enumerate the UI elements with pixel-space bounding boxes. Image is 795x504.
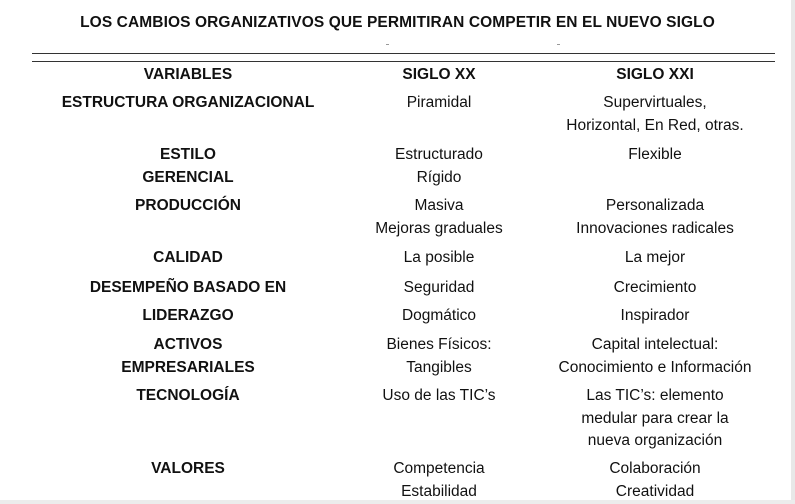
- cell-siglo-xx: [344, 144, 534, 189]
- cell-line: Crecimiento: [613, 279, 697, 296]
- cell-siglo-xx: [344, 385, 534, 408]
- cell-line: DESEMPEÑO BASADO EN: [89, 279, 287, 296]
- cell-siglo-xx: [344, 92, 534, 115]
- cell-line: Horizontal, En Red, otras.: [566, 116, 744, 134]
- cell-line: Seguridad: [403, 279, 475, 296]
- cell-line: Competencia: [393, 460, 485, 477]
- cell-line: Masiva: [414, 197, 464, 214]
- cell-siglo-xxi: [545, 385, 765, 453]
- cell-siglo-xx: [344, 277, 534, 300]
- cell-line: PRODUCCIÓN: [135, 197, 241, 214]
- cell-line: Conocimiento e Información: [558, 358, 752, 376]
- cell-variable: [32, 458, 344, 481]
- cell-variable: [32, 92, 344, 115]
- cell-line: Flexible: [628, 146, 682, 163]
- cell-siglo-xxi: [545, 458, 765, 503]
- cell-siglo-xxi: [545, 247, 765, 270]
- cell-line: Dogmático: [401, 307, 477, 324]
- scan-speck: [386, 44, 389, 45]
- cell-line: La posible: [403, 249, 475, 266]
- cell-line: ESTILO: [160, 146, 216, 163]
- cell-line: Mejoras graduales: [375, 219, 503, 237]
- cell-line: TECNOLOGÍA: [136, 387, 240, 404]
- table-header-rule: [32, 61, 775, 62]
- cell-line: Supervirtuales,: [603, 94, 707, 111]
- cell-variable: [32, 277, 344, 300]
- cell-line: VALORES: [151, 460, 225, 477]
- cell-siglo-xx: [344, 305, 534, 328]
- cell-variable: [32, 195, 344, 218]
- cell-line: Las TIC’s: elemento: [586, 387, 724, 404]
- cell-siglo-xxi: [545, 305, 765, 328]
- cell-siglo-xx: [344, 247, 534, 270]
- cell-variable: [32, 385, 344, 408]
- cell-line: Piramidal: [406, 94, 472, 111]
- cell-line: ACTIVOS: [153, 336, 223, 353]
- scan-artifacts: [0, 44, 795, 50]
- page-title: LOS CAMBIOS ORGANIZATIVOS QUE PERMITIRAN COMPETIR EN EL NUEVO SIGLO: [80, 14, 715, 31]
- cell-line: CALIDAD: [153, 249, 223, 266]
- cell-line: Colaboración: [609, 460, 701, 477]
- header-siglo-xx: SIGLO XX: [402, 66, 476, 83]
- cell-line: Bienes Físicos:: [386, 336, 492, 353]
- cell-line: Innovaciones radicales: [576, 219, 734, 237]
- cell-line: Rígido: [416, 168, 462, 186]
- cell-line: LIDERAZGO: [142, 307, 234, 324]
- cell-siglo-xxi: [545, 277, 765, 300]
- cell-line: Personalizada: [605, 197, 705, 214]
- cell-variable: [32, 305, 344, 328]
- header-variables: VARIABLES: [143, 66, 233, 83]
- cell-siglo-xx: [344, 195, 534, 240]
- cell-siglo-xxi: [545, 195, 765, 240]
- scan-speck: [557, 44, 560, 45]
- cell-line: Creatividad: [615, 482, 695, 500]
- header-siglo-xxi: SIGLO XXI: [616, 66, 694, 83]
- cell-line: nueva organización: [587, 432, 723, 449]
- cell-variable: [32, 144, 344, 189]
- table-top-rule: [32, 53, 775, 54]
- page-edge-bottom: [0, 500, 795, 504]
- cell-line: medular para crear la: [581, 409, 729, 427]
- cell-variable: [32, 247, 344, 270]
- cell-line: Capital intelectual:: [591, 336, 719, 353]
- cell-variable: [32, 334, 344, 379]
- cell-siglo-xxi: [545, 92, 765, 137]
- cell-line: La mejor: [624, 249, 686, 266]
- cell-line: GERENCIAL: [142, 168, 234, 186]
- cell-line: Inspirador: [620, 307, 690, 324]
- cell-line: Uso de las TIC’s: [382, 387, 496, 404]
- cell-siglo-xxi: [545, 334, 765, 379]
- cell-siglo-xx: [344, 334, 534, 379]
- cell-line: Estabilidad: [401, 482, 477, 500]
- cell-line: ESTRUCTURA ORGANIZACIONAL: [61, 94, 315, 111]
- cell-line: EMPRESARIALES: [121, 358, 255, 376]
- cell-siglo-xx: [344, 458, 534, 503]
- cell-line: Tangibles: [406, 358, 472, 376]
- cell-siglo-xxi: [545, 144, 765, 167]
- page-edge-right: [791, 0, 795, 504]
- cell-line: Estructurado: [395, 146, 483, 163]
